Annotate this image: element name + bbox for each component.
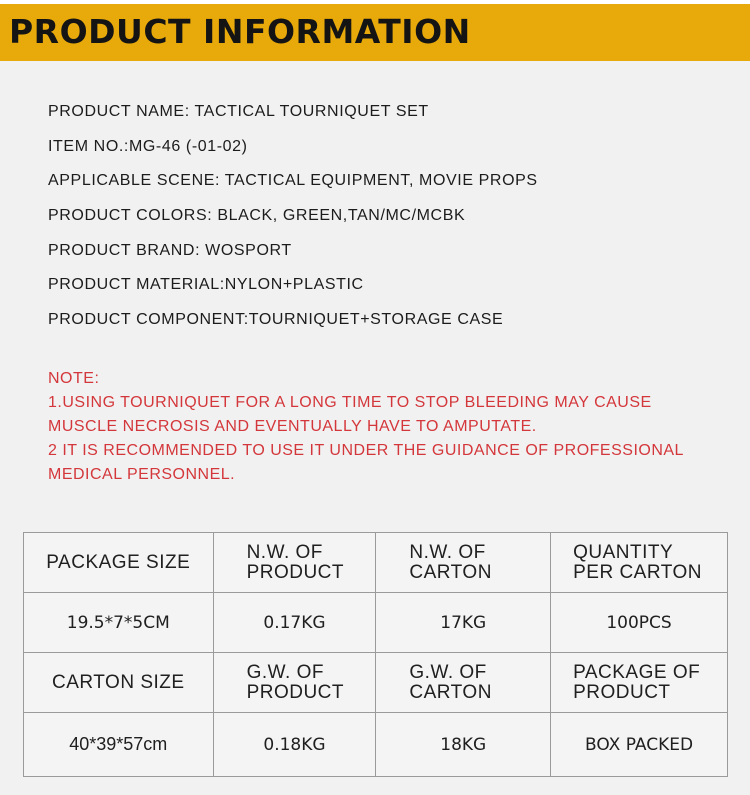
info-product-name: PRODUCT NAME: TACTICAL TOURNIQUET SET	[48, 103, 429, 120]
value-package-of-product: BOX PACKED	[551, 713, 728, 777]
value-carton-size: 40*39*57cm	[24, 713, 214, 777]
note-text-1: 1.USING TOURNIQUET FOR A LONG TIME TO STOP BLEEDING MAY CAUSE	[48, 394, 652, 411]
header-carton-size: CARTON SIZE	[24, 653, 214, 713]
info-product-material: PRODUCT MATERIAL:NYLON+PLASTIC	[48, 276, 364, 294]
note-text-4: MEDICAL PERSONNEL.	[48, 466, 236, 483]
product-info-list	[48, 100, 728, 343]
page-title: PRODUCT INFORMATION	[9, 12, 471, 51]
table-row	[24, 713, 728, 777]
info-product-colors: PRODUCT COLORS: BLACK, GREEN,TAN/MC/MCBK	[48, 207, 466, 225]
header-banner	[0, 4, 750, 61]
header-gw-carton: G.W. OF CARTON	[376, 653, 551, 713]
info-applicable-scene: APPLICABLE SCENE: TACTICAL EQUIPMENT, MOVIE PROPS	[48, 172, 538, 190]
header-nw-product: N.W. OF PRODUCT	[213, 533, 376, 593]
value-nw-carton: 17KG	[376, 593, 551, 653]
header-package-of-product: PACKAGE OF PRODUCT	[551, 653, 728, 713]
header-nw-carton: N.W. OF CARTON	[376, 533, 551, 593]
header-quantity-per-carton: QUANTITY PER CARTON	[551, 533, 728, 593]
note-text-2: MUSCLE NECROSIS AND EVENTUALLY HAVE TO AMPUTATE.	[48, 418, 537, 435]
info-item-no: ITEM NO.:MG-46 (-01-02)	[48, 137, 248, 155]
value-nw-product: 0.17KG	[213, 593, 376, 653]
value-package-size: 19.5*7*5CM	[24, 593, 214, 653]
header-gw-product: G.W. OF PRODUCT	[213, 653, 376, 713]
spec-table	[23, 532, 728, 777]
table-header-row	[24, 533, 728, 593]
note-text-3: 2 IT IS RECOMMENDED TO USE IT UNDER THE GUIDANCE OF PROFESSIONAL	[48, 442, 684, 459]
warning-note	[48, 368, 728, 488]
table-row	[24, 593, 728, 653]
value-quantity-per-carton: 100PCS	[551, 593, 728, 653]
value-gw-product: 0.18KG	[213, 713, 376, 777]
info-product-component: PRODUCT COMPONENT:TOURNIQUET+STORAGE CASE	[48, 311, 504, 329]
value-gw-carton: 18KG	[376, 713, 551, 777]
header-package-size: PACKAGE SIZE	[24, 533, 214, 593]
info-product-brand: PRODUCT BRAND: WOSPORT	[48, 241, 292, 259]
note-label: NOTE:	[48, 370, 100, 387]
table-header-row	[24, 653, 728, 713]
